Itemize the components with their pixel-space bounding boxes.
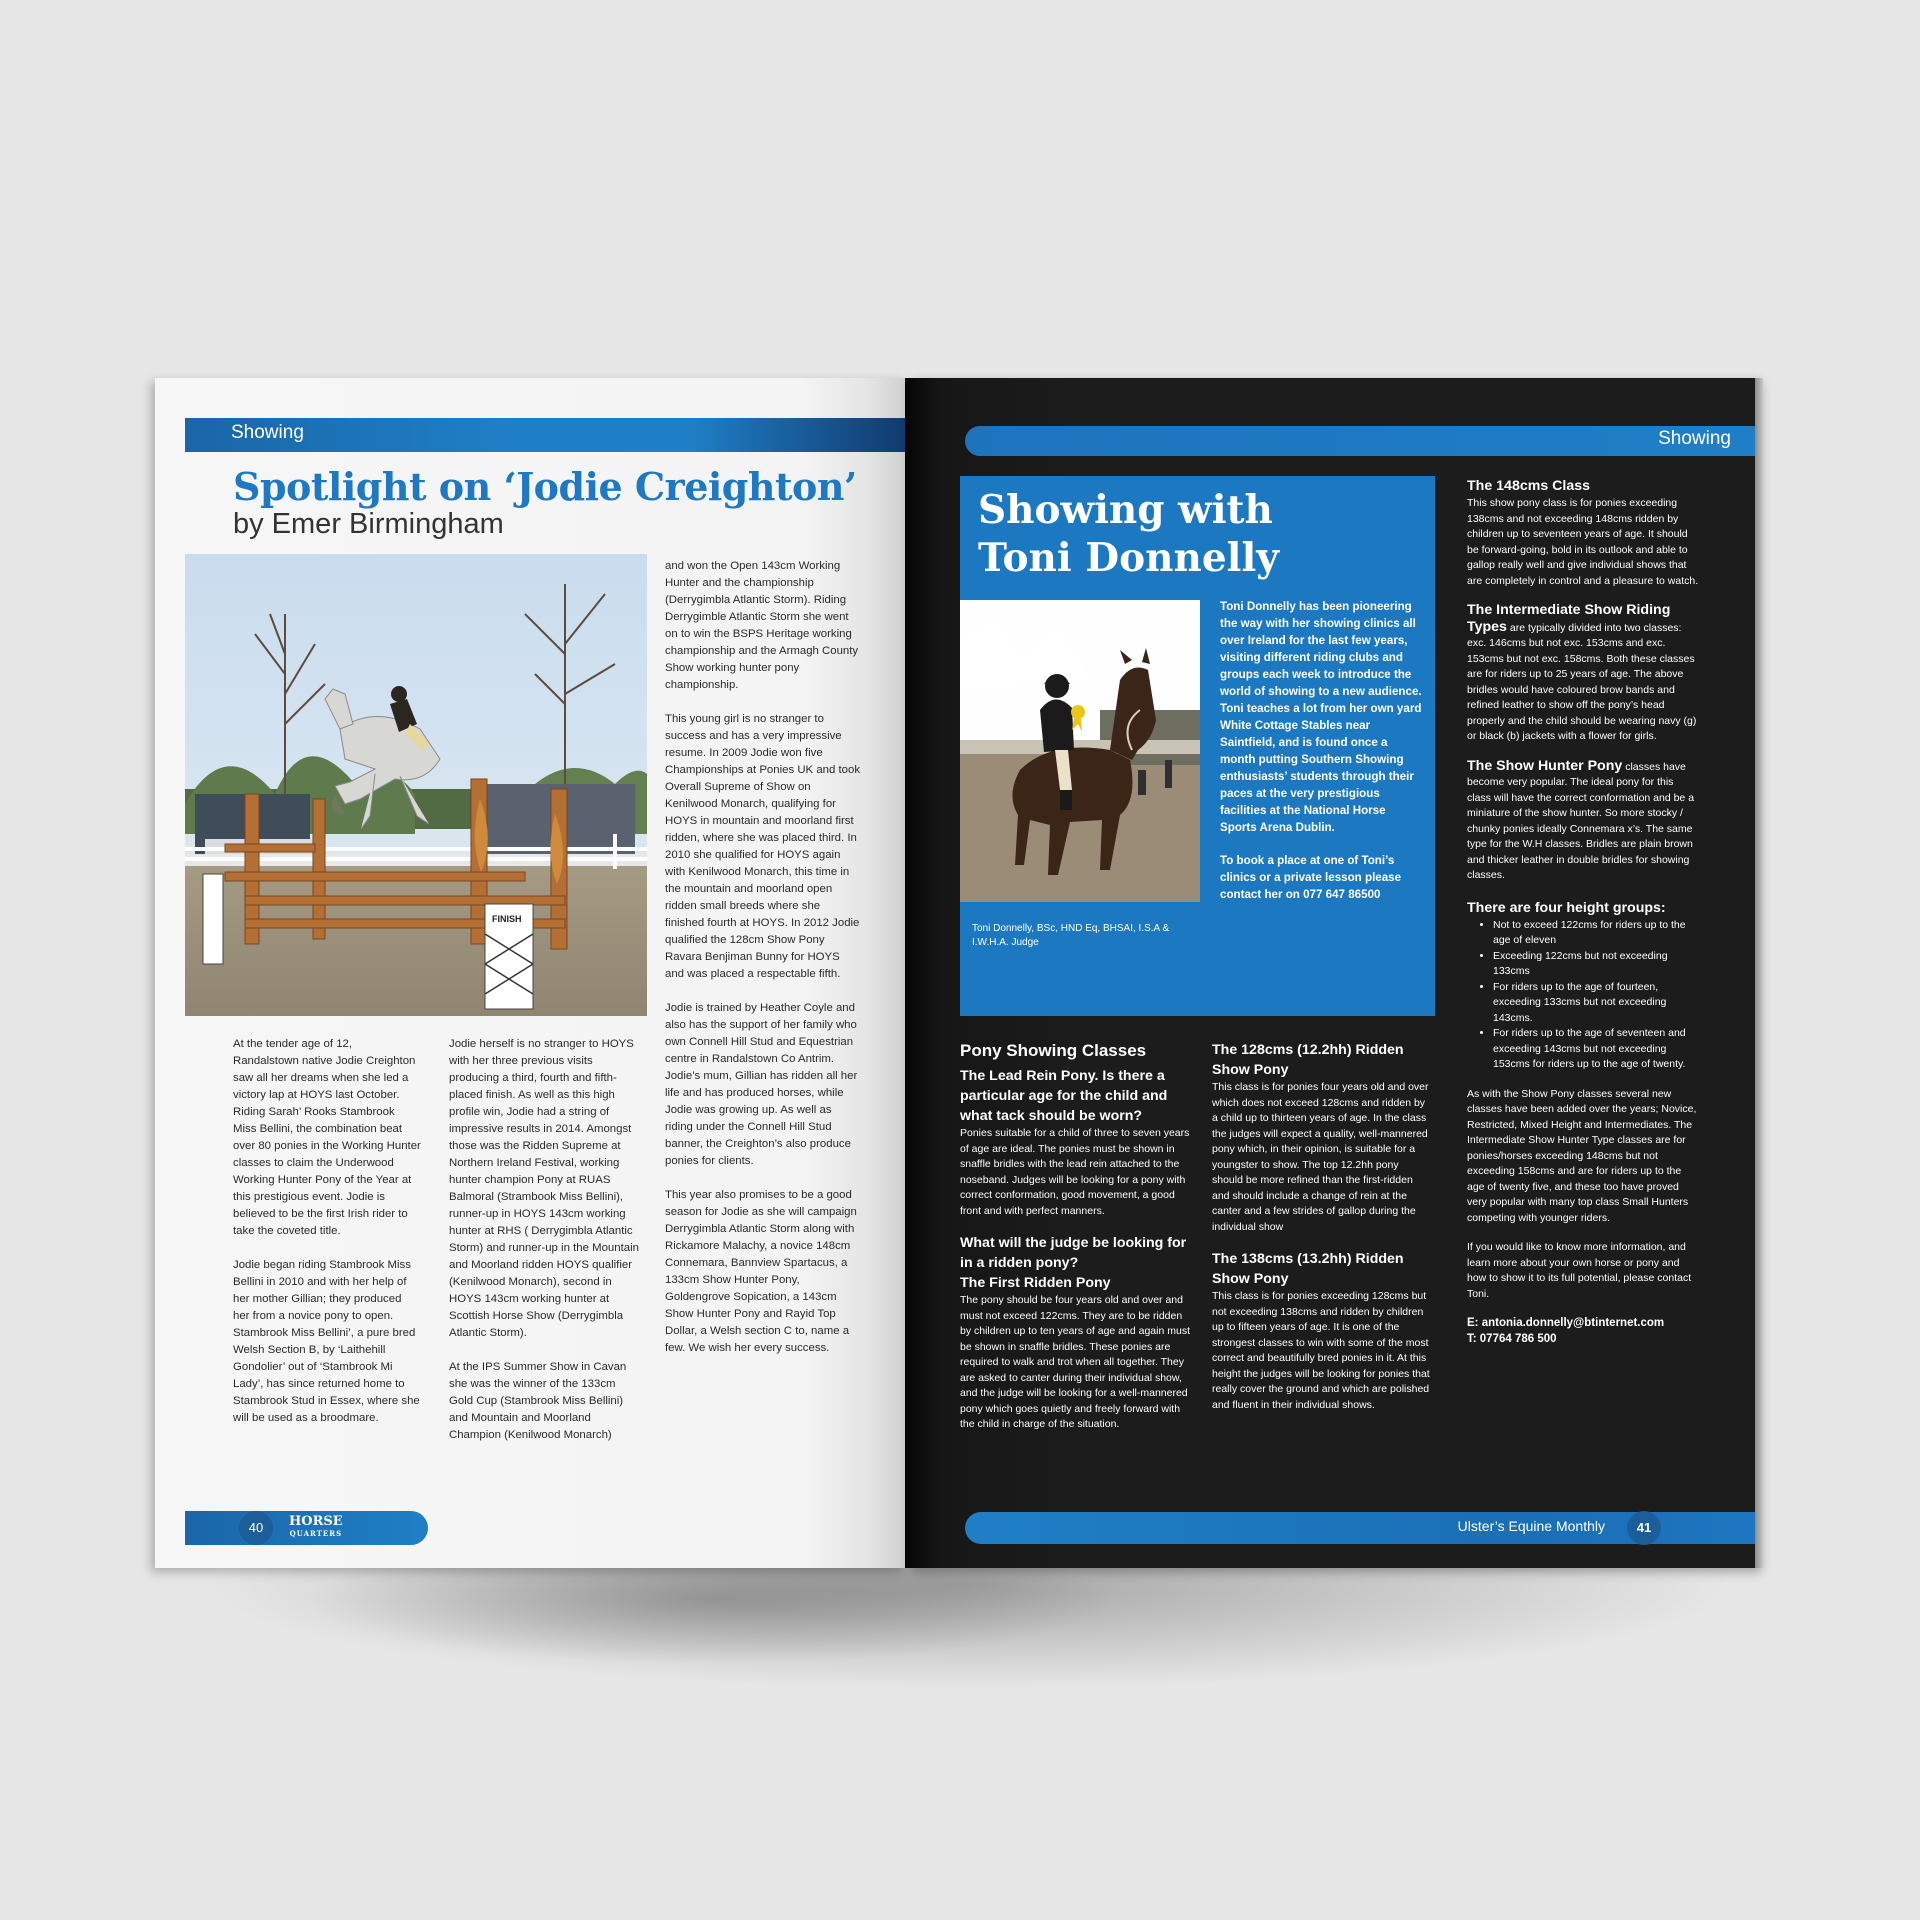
- intermediate-heading: The Intermediate Show Riding Types: [1467, 602, 1671, 635]
- contact-invitation: If you would like to know more information, and learn more about your own horse or pony and how to show it to its full potential, please contact Toni.: [1467, 1241, 1692, 1300]
- feature-intro: [1220, 598, 1425, 919]
- article-column-3: and won the Open 143cm Working Hunter and the championship (Derrygimbla Atlantic Storm). Riding Derrygimble Atlantic Storm she went on to win the BSPS Heritage working championship and the Armagh County Show working hunter pony championship. This young girl is no stranger to success and has a very impressive resume. In 2009 Jodie won five Championships at Ponies UK and took Overall Supreme of Show on Kenilwood Monarch, qualifying for HOYS in mountain and moorland first ridden, where she was placed third. In 2010 she qualified for HOYS again with Kenilwood Monarch, this time in the mountain and moorland open ridden small breeds where she finished fourth at HOYS. In 2012 Jodie qualified the 128cm Show Pony Ravara Benjiman Bunny for HOYS and was placed a respectable fifth. Jodie is trained by Heather Coyle and also has the support of her family who own Connell Hill Stud and Equestrian centre in Randalstown Co Antrim. Jodie’s mum, Gillian has ridden all her life and has produced horses, while Jodie was growing up. As well as riding under the Connell Hill Stud banner, the Creighton’s also produce ponies for clients. This year also promises to be a good season for Jodie as she will campaign Derrygimbla Atlantic Storm along with Rickamore Malachy, a novice 148cm Connemara, Bannview Spartacus, a 133cm Show Hunter Pony, Goldengrove Sopication, a 143cm Show Hunter Pony and Rayid Top Dollar, a Welsh section C to, name a few. We wish her every success.: [665, 560, 861, 1354]
- article-title: Spotlight on ‘Jodie Creighton’: [233, 464, 857, 509]
- intermediate-text: are typically divided into two classes: exc. 146cms but not exc. 153cms and exc. 153cms but not exc. 158cms. Both these classes are for riders up to 25 years of age. The above bridles would have coloured brow bands and refined leather to show off the pony’s head properly and the child should be wearing navy (g) or black (b) jackets with a flower for girls.: [1467, 621, 1697, 742]
- left-page: [155, 378, 907, 1568]
- show-hunter-text: classes have become very popular. The ideal pony for this class will have the correct conformation and be a miniature of the show hunter. So more stocky / chunky ponies ideally Connemara x’s. The same type for the W.H classes. Bridles are plain brown and thicker leather in double bridles for showing classes.: [1467, 760, 1695, 881]
- finish-sign: FINISH: [492, 914, 522, 924]
- article-byline: by Emer Birmingham: [233, 508, 504, 540]
- toni-donnelly-photo: [960, 600, 1200, 902]
- lead-rein-question: The Lead Rein Pony. Is there a particular age for the child and what tack should be worn?: [960, 1068, 1168, 1124]
- list-item: • For riders up to the age of fourteen, exceeding 133cms but not exceeding 143cms.: [1493, 980, 1699, 1027]
- left-section-header-bar: [185, 418, 907, 452]
- list-item: • Not to exceed 122cms for riders up to the age of eleven: [1493, 918, 1699, 949]
- first-ridden-answer: The pony should be four years old and over and must not exceed 122cms. They are to be ridden by children up to ten years of age and again must be shown in snaffle bridles. These ponies are required to walk and trot when all together. They are asked to canter during their individual show, and the judge will be looking for a well-mannered pony which goes quietly and freely forward with the child in charge of the situation.: [960, 1294, 1190, 1430]
- horse-quarters-logo: HORSE QUARTERS: [289, 1514, 343, 1538]
- right-column-1: [960, 1040, 1190, 1447]
- intermediate-paragraph: [1467, 603, 1699, 745]
- 148cms-text: This show pony class is for ponies exceeding 138cms and not exceeding 148cms ridden by children up to seventeen years of age. It should be forward-going, bold in its outlook and able to gallop really well and give individual shows that are completely in control and a pleasure to watch.: [1467, 497, 1699, 587]
- right-column-3: [1467, 476, 1699, 1347]
- list-item: • Exceeding 122cms but not exceeding 133cms: [1493, 949, 1699, 980]
- intro-paragraph: Toni Donnelly has been pioneering the way with her showing clinics all over Ireland for the last few years, visiting different riding clubs and groups each week to introduce the world of showing to a new audience. Toni teaches a lot from her own yard White Cottage Stables near Saintfield, and is found once a month putting Southern Showing enthusiasts’ students through their paces at the very prestigious facilities at the National Horse Sports Arena Dublin.: [1220, 600, 1422, 834]
- right-footer-bar: [965, 1512, 1755, 1544]
- photo-caption: Toni Donnelly, BSc, HND Eq, BHSAI, I.S.A & I.W.H.A. Judge: [972, 923, 1170, 948]
- 138cms-text: This class is for ponies exceeding 128cms but not exceeding 138cms and ridden by children up to fifteen years of age. It is one of the strongest classes to win with some of the most correct and beautifully bred ponies in it. At this height the judges will be looking for ponies that really cover the ground and which are polished and fluent in their individual shows.: [1212, 1290, 1430, 1411]
- contact-email: E: antonia.donnelly@btinternet.com: [1467, 1317, 1665, 1329]
- article-column-1: At the tender age of 12, Randalstown native Jodie Creighton saw all her dreams when she led a victory lap at HOYS last October. Riding Sarah’ Rooks Stambrook Miss Bellini, the combination beat over 80 ponies in the Working Hunter classes to claim the Underwood Working Hunter Pony of the Year at this prestigious event. Jodie is believed to be the first Irish rider to take the coveted title. Jodie began riding Stambrook Miss Bellini in 2010 and with her help of her mother Gillian; they produced her from a novice pony to open. Stambrook Miss Bellini’, a pure bred Welsh Section B, by ‘Laithehill Gondolier’ out of ‘Stambrook Mi Lady’, has since returned home to Stambrook Stud in Essex, where she will be used as a broodmare.: [233, 1038, 421, 1424]
- ridden-pony-question: What will the judge be looking for in a ridden pony?: [960, 1235, 1187, 1271]
- right-column-2: [1212, 1040, 1432, 1427]
- show-jumping-photo: [185, 554, 647, 1016]
- new-classes-text: As with the Show Pony classes several new classes have been added over the years; Novice, Restricted, Mixed Height and Intermediates. The Intermediate Show Hunter Type classes are for ponies/horses exceeding 148cms but not exceeding 158cms and are for riders up to the age of twenty five, and these too have proved very popular with many top class Small Hunters competing with younger riders.: [1467, 1087, 1697, 1224]
- right-page: [905, 378, 1755, 1568]
- height-groups-heading: There are four height groups:: [1467, 899, 1666, 916]
- lead-rein-answer: Ponies suitable for a child of three to seven years of age are ideal. The ponies must be shown in snaffle bridles with the lead rein attached to the noseband. Judges will be looking for a pony with correct conformation, good movement, a good front and with perfect manners.: [960, 1127, 1190, 1217]
- magazine-shadow-inner: [300, 1555, 1120, 1665]
- contact-phone: T: 07764 786 500: [1467, 1332, 1557, 1345]
- height-groups-list: [1467, 918, 1699, 1073]
- 128cms-heading: The 128cms (12.2hh) Ridden Show Pony: [1212, 1042, 1404, 1078]
- left-page-number: 40: [239, 1511, 273, 1545]
- pony-classes-heading: Pony Showing Classes: [960, 1041, 1147, 1060]
- left-footer-bar: [185, 1511, 428, 1545]
- right-page-number: 41: [1627, 1511, 1661, 1545]
- feature-title: Showing with Toni Donnelly: [978, 487, 1279, 581]
- 148cms-heading: The 148cms Class: [1467, 478, 1591, 494]
- booking-contact: To book a place at one of Toni’s clinics or a private lesson please contact her on 077 647 86500: [1220, 854, 1402, 901]
- contact-details: [1467, 1316, 1699, 1347]
- feature-box: [960, 476, 1435, 1016]
- show-hunter-heading: The Show Hunter Pony: [1467, 757, 1623, 774]
- 138cms-heading: The 138cms (13.2hh) Ridden Show Pony: [1212, 1251, 1404, 1287]
- show-hunter-paragraph: [1467, 759, 1699, 884]
- magazine-name: Ulster’s Equine Monthly: [1457, 1518, 1605, 1534]
- right-section-label: Showing: [1658, 428, 1731, 449]
- list-item: • For riders up to the age of seventeen and exceeding 143cms but not exceeding 153cms for riders up to the age of twenty.: [1493, 1026, 1699, 1073]
- article-column-2: Jodie herself is no stranger to HOYS with her three previous visits producing a third, fourth and fifth-placed finish. As well as this high profile win, Jodie had a string of impressive results in 2014. Amongst those was the Ridden Supreme at Northern Ireland Festival, working hunter champion Pony at RUAS Balmoral (Strambook Miss Bellini), runner-up in HOYS 143cm working hunter at RHS ( Derrygimbla Atlantic Storm) and runner-up in the Mountain and Moorland ridden HOYS qualifier (Kenilwood Monarch), second in HOYS 143cm working hunter at Scottish Horse Show (Derrygimbla Atlantic Storm). At the IPS Summer Show in Cavan she was the winner of the 133cm Gold Cup (Stambrook Miss Bellini) and Mountain and Moorland Champion (Kenilwood Monarch): [449, 1038, 639, 1441]
- 128cms-text: This class is for ponies four years old and over which does not exceed 128cms and ridden by a child up to thirteen years of age. In the class the judges will expect a quality, well-mannered pony which, in their opinion, is suitable for a youngster to show. The top 12.2hh pony should be more refined than the first-ridden and should include a change of rein at the canter and a few strides of gallop during the individual show: [1212, 1081, 1429, 1233]
- right-section-header-bar: [965, 426, 1755, 456]
- left-section-label: Showing: [231, 422, 304, 443]
- first-ridden-subheading: The First Ridden Pony: [960, 1275, 1111, 1291]
